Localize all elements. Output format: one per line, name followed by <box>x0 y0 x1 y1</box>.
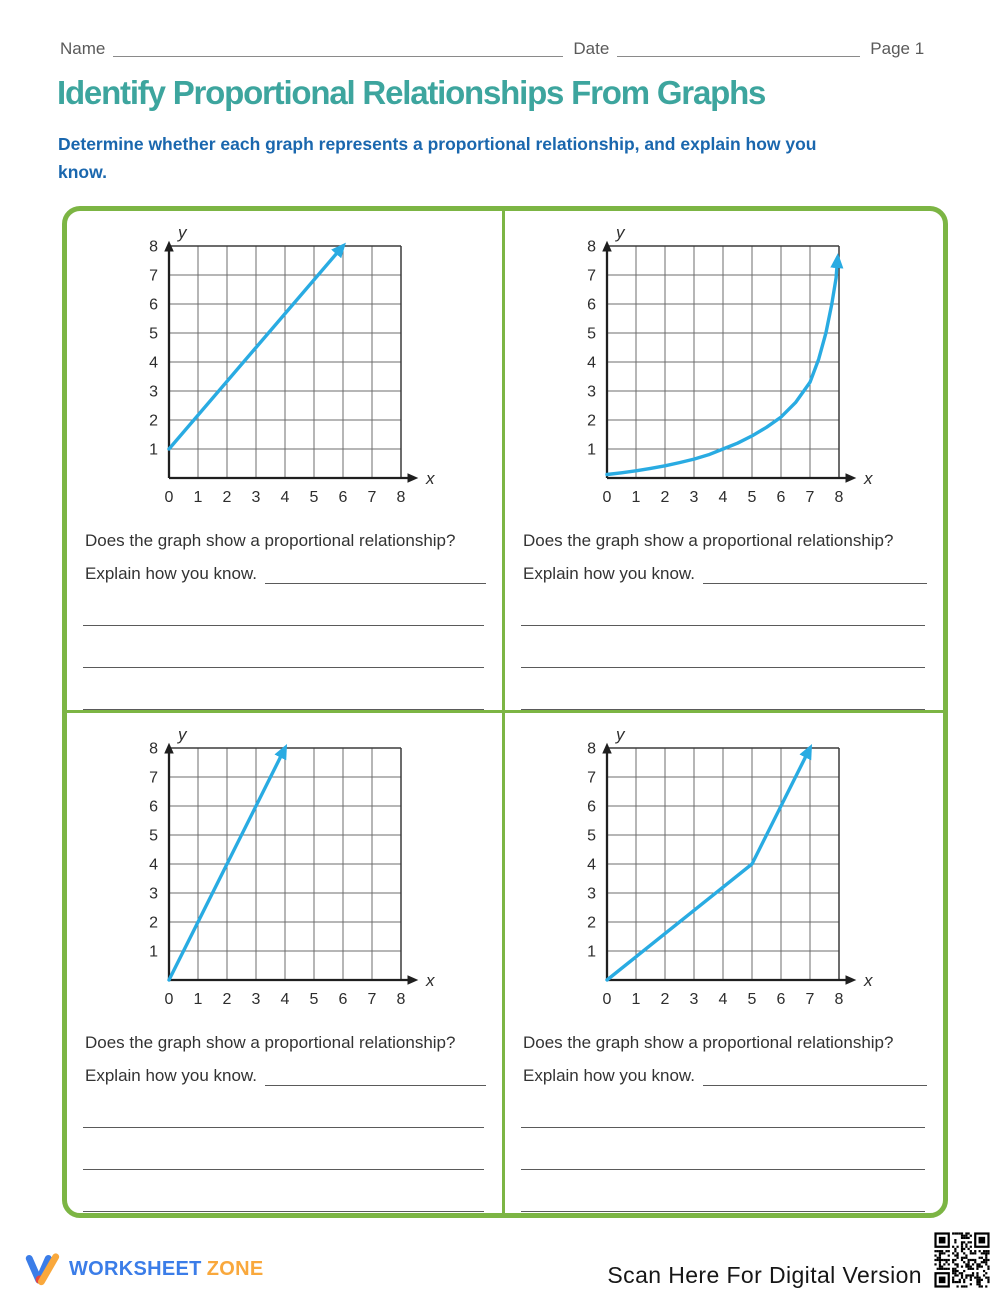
x-tick-label: 8 <box>834 489 844 506</box>
graph-2-wrap <box>565 224 929 517</box>
brand-word-worksheet: WORKSHEET <box>69 1257 202 1280</box>
x-tick-label: 4 <box>718 991 728 1008</box>
y-tick-label: 1 <box>149 943 158 961</box>
page-number: Page 1 <box>870 38 925 58</box>
x-tick-label: 4 <box>280 489 290 506</box>
brand-wordmark <box>69 1258 263 1281</box>
graph-1-wrap <box>127 224 488 517</box>
x-tick-label: 1 <box>631 991 641 1008</box>
y-tick-label: 8 <box>149 238 158 256</box>
x-tick-label: 5 <box>747 991 757 1008</box>
date-blank-line[interactable] <box>617 36 860 57</box>
x-tick-label: 4 <box>280 991 290 1008</box>
y-tick-label: 8 <box>587 238 596 256</box>
x-tick-label: 8 <box>396 991 406 1008</box>
y-tick-label: 4 <box>149 354 158 372</box>
question-text: Does the graph show a proportional relationship? <box>85 531 456 550</box>
x-tick-label: 1 <box>193 991 203 1008</box>
x-tick-label: 6 <box>776 991 786 1008</box>
answer-line[interactable] <box>83 1128 484 1170</box>
graph-4-wrap <box>565 726 929 1019</box>
answer-line[interactable] <box>521 626 925 668</box>
x-tick-label: 5 <box>309 489 319 506</box>
x-tick-label: 6 <box>776 489 786 506</box>
explain-label: Explain how you know. <box>85 1066 257 1085</box>
answer-line[interactable] <box>83 1086 484 1128</box>
instructions-text: Determine whether each graph represents a proportional relationship, and explain how you know. <box>58 134 817 183</box>
x-tick-label: 1 <box>631 489 641 506</box>
x-tick-label: 0 <box>602 991 612 1008</box>
problem-3 <box>67 713 505 1213</box>
x-tick-label: 3 <box>251 489 261 506</box>
x-axis-label: x <box>864 971 873 990</box>
y-tick-label: 1 <box>587 943 596 961</box>
y-tick-label: 6 <box>587 296 596 314</box>
x-tick-label: 3 <box>251 991 261 1008</box>
explain-row <box>85 1066 486 1086</box>
y-tick-label: 1 <box>587 441 596 459</box>
graph-4-canvas <box>565 726 887 1014</box>
y-tick-label: 7 <box>587 769 596 787</box>
answer-line[interactable] <box>521 1170 925 1212</box>
x-tick-label: 2 <box>660 489 670 506</box>
x-tick-label: 7 <box>367 991 377 1008</box>
answer-line[interactable] <box>521 584 925 626</box>
y-tick-label: 6 <box>587 798 596 816</box>
x-axis-label: x <box>426 971 435 990</box>
question-text: Does the graph show a proportional relationship? <box>523 531 894 550</box>
date-label: Date <box>573 38 610 58</box>
y-tick-label: 1 <box>149 441 158 459</box>
worksheetzone-logo-icon <box>25 1252 61 1286</box>
y-tick-label: 7 <box>587 267 596 285</box>
question-text: Does the graph show a proportional relationship? <box>85 1033 456 1052</box>
explain-row <box>523 1066 927 1086</box>
explain-row <box>523 564 927 584</box>
x-tick-label: 7 <box>805 489 815 506</box>
y-tick-label: 4 <box>587 354 596 372</box>
y-axis-label: y <box>616 726 625 744</box>
y-tick-label: 8 <box>149 740 158 758</box>
y-tick-label: 3 <box>149 383 158 401</box>
y-tick-label: 8 <box>587 740 596 758</box>
y-tick-label: 4 <box>149 856 158 874</box>
x-tick-label: 3 <box>689 991 699 1008</box>
answer-line[interactable] <box>703 1066 927 1086</box>
brand-word-zone: ZONE <box>206 1257 264 1280</box>
x-tick-label: 0 <box>602 489 612 506</box>
graph-3-canvas <box>127 726 449 1014</box>
x-tick-label: 5 <box>309 991 319 1008</box>
problem-4 <box>505 713 943 1213</box>
worksheet-grid <box>62 206 948 1218</box>
x-axis-label: x <box>864 469 873 488</box>
x-tick-label: 4 <box>718 489 728 506</box>
y-tick-label: 3 <box>587 383 596 401</box>
x-tick-label: 2 <box>222 991 232 1008</box>
answer-line[interactable] <box>703 564 927 584</box>
x-tick-label: 8 <box>396 489 406 506</box>
x-tick-label: 8 <box>834 991 844 1008</box>
answer-line[interactable] <box>521 1128 925 1170</box>
x-tick-label: 0 <box>164 991 174 1008</box>
x-tick-label: 0 <box>164 489 174 506</box>
page-title: Identify Proportional Relationships From Graphs <box>57 74 766 111</box>
y-tick-label: 3 <box>149 885 158 903</box>
answer-line[interactable] <box>521 1086 925 1128</box>
worksheetzone-logo <box>25 1252 263 1286</box>
x-tick-label: 6 <box>338 991 348 1008</box>
x-tick-label: 5 <box>747 489 757 506</box>
y-tick-label: 5 <box>587 827 596 845</box>
y-axis-label: y <box>178 224 187 242</box>
problem-1 <box>67 211 505 713</box>
y-tick-label: 5 <box>149 325 158 343</box>
answer-line[interactable] <box>265 564 486 584</box>
y-tick-label: 4 <box>587 856 596 874</box>
graph-2-canvas <box>565 224 887 512</box>
data-line <box>607 258 838 475</box>
x-tick-label: 2 <box>222 489 232 506</box>
explain-label: Explain how you know. <box>523 564 695 583</box>
y-tick-label: 2 <box>149 914 158 932</box>
y-tick-label: 6 <box>149 798 158 816</box>
answer-line[interactable] <box>521 668 925 710</box>
answer-line[interactable] <box>83 668 484 710</box>
explain-label: Explain how you know. <box>85 564 257 583</box>
answer-line[interactable] <box>83 584 484 626</box>
x-tick-label: 7 <box>367 489 377 506</box>
scan-here-label: Scan Here For Digital Version <box>607 1262 922 1288</box>
question-text: Does the graph show a proportional relationship? <box>523 1033 894 1052</box>
y-tick-label: 7 <box>149 769 158 787</box>
y-axis-label: y <box>616 224 625 242</box>
explain-label: Explain how you know. <box>523 1066 695 1085</box>
y-tick-label: 2 <box>149 412 158 430</box>
y-tick-label: 5 <box>587 325 596 343</box>
graph-1-canvas <box>127 224 449 512</box>
y-tick-label: 2 <box>587 412 596 430</box>
graph-3-wrap <box>127 726 488 1019</box>
x-tick-label: 3 <box>689 489 699 506</box>
x-tick-label: 2 <box>660 991 670 1008</box>
y-tick-label: 2 <box>587 914 596 932</box>
x-tick-label: 1 <box>193 489 203 506</box>
name-label: Name <box>60 38 106 58</box>
answer-line[interactable] <box>83 626 484 668</box>
x-tick-label: 6 <box>338 489 348 506</box>
y-tick-label: 3 <box>587 885 596 903</box>
y-tick-label: 6 <box>149 296 158 314</box>
y-tick-label: 7 <box>149 267 158 285</box>
answer-line[interactable] <box>83 1170 484 1212</box>
y-tick-label: 5 <box>149 827 158 845</box>
y-axis-label: y <box>178 726 187 744</box>
qr-code-icon <box>930 1228 994 1292</box>
header-row <box>60 36 940 59</box>
name-blank-line[interactable] <box>113 36 563 57</box>
x-tick-label: 7 <box>805 991 815 1008</box>
explain-row <box>85 564 486 584</box>
x-axis-label: x <box>426 469 435 488</box>
problem-2 <box>505 211 943 713</box>
answer-line[interactable] <box>265 1066 486 1086</box>
